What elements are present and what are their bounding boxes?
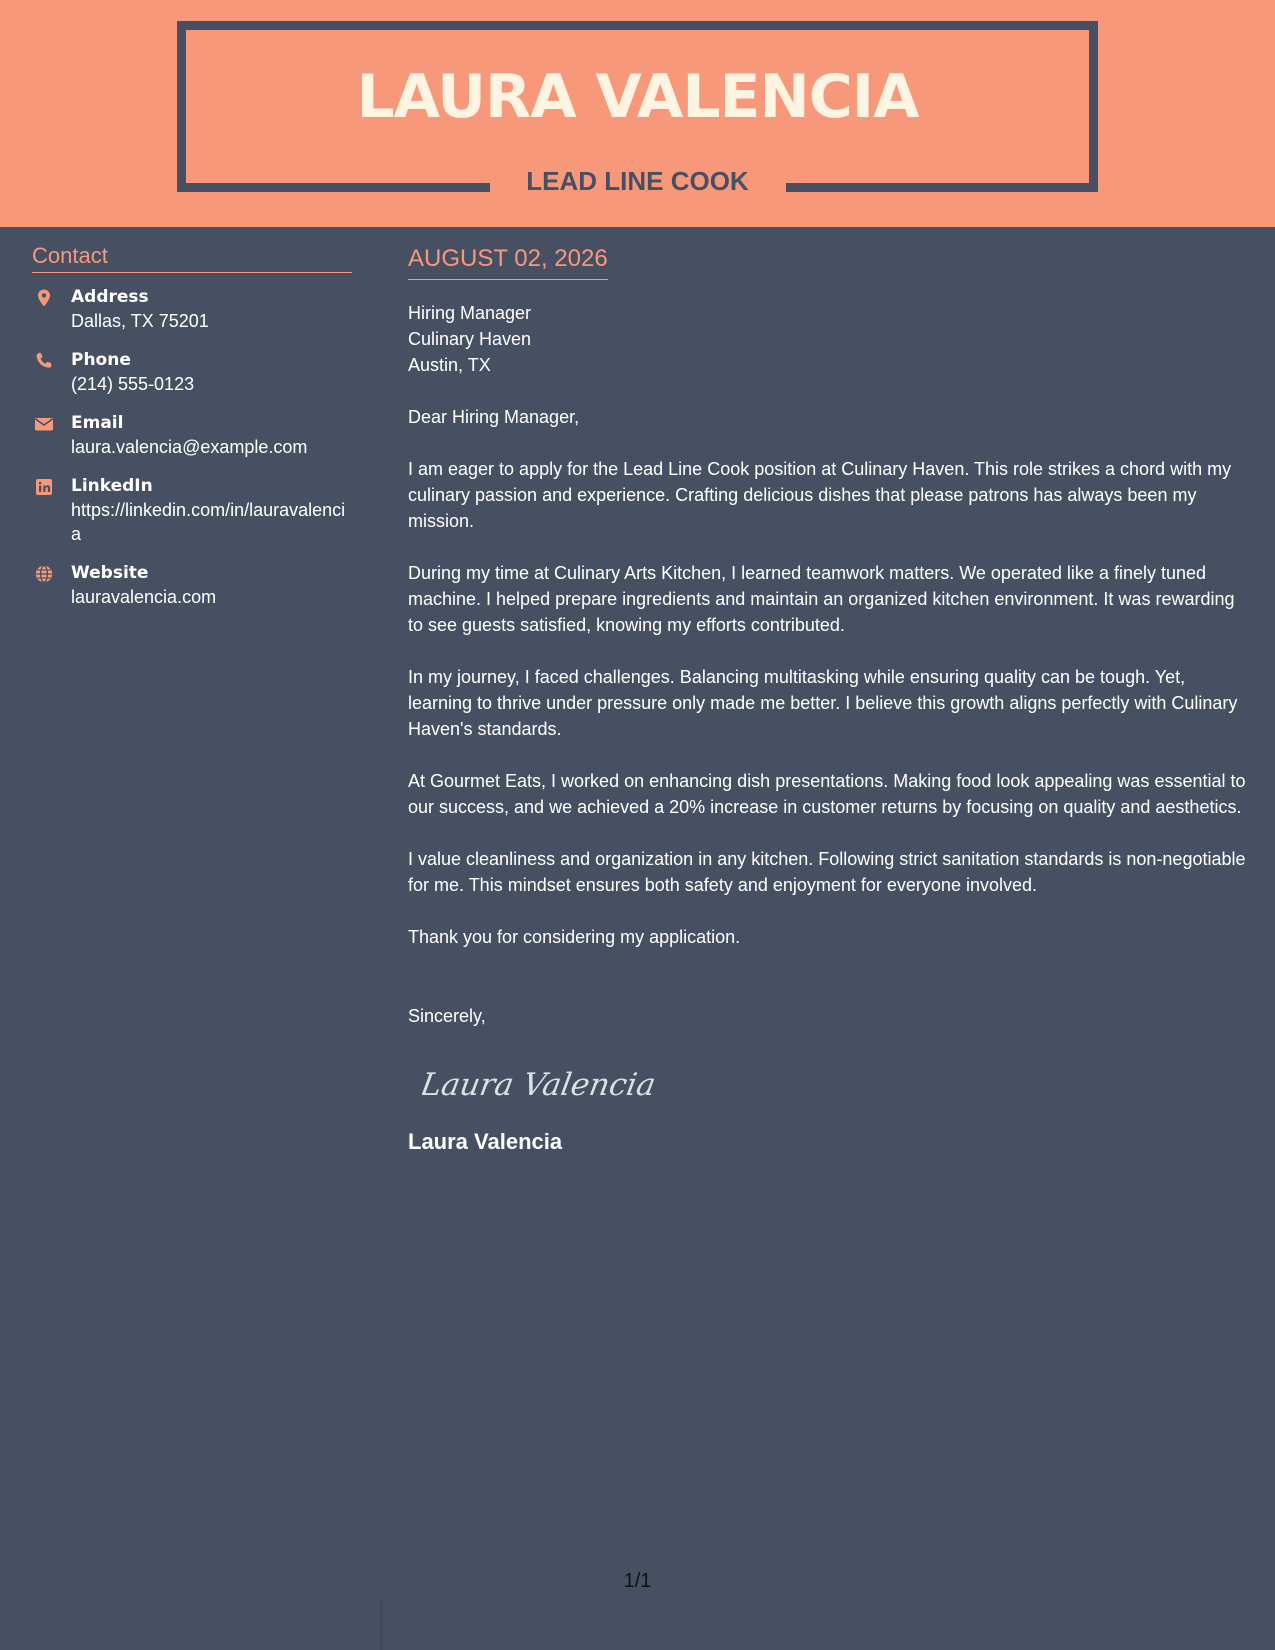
contact-item-email — [32, 412, 352, 459]
contact-label: Address — [71, 287, 149, 307]
letter-paragraph: At Gourmet Eats, I worked on enhancing dish presentations. Making food look appealing was essential to our success, and we achieved a 20% increase in customer returns by focusing on quality and aesthetics. — [408, 771, 1246, 817]
envelope-icon — [34, 414, 54, 434]
header-banner — [0, 0, 1275, 227]
letter-body — [408, 245, 1248, 1155]
salutation: Dear Hiring Manager, — [408, 407, 580, 427]
phone-icon — [34, 351, 54, 371]
handwritten-signature — [408, 1057, 1248, 1107]
phone-value: (214) 555-0123 — [71, 374, 195, 394]
contact-item-phone — [32, 349, 352, 396]
applicant-name: LAURA VALENCIA — [356, 62, 919, 132]
letter-paragraph: Thank you for considering my application. — [408, 927, 741, 947]
address-value: Dallas, TX 75201 — [71, 311, 209, 331]
contact-label: LinkedIn — [71, 476, 153, 496]
contact-label: Website — [71, 563, 149, 583]
letter-paragraph: During my time at Culinary Arts Kitchen, I learned teamwork matters. We operated like a finely tuned machine. I helped prepare ingredients and maintain an organized kitchen environment. It was rewarding to see guests satisfied, knowing my efforts contributed. — [408, 563, 1235, 635]
svg-text:Laura Valencia: Laura Valencia — [422, 1067, 659, 1103]
letter-date: AUGUST 02, 2026 — [408, 245, 608, 280]
globe-icon — [34, 564, 54, 584]
linkedin-icon — [34, 477, 54, 497]
email-value[interactable]: laura.valencia@example.com — [71, 437, 308, 457]
contact-label: Phone — [71, 350, 131, 370]
footer-divider — [381, 1600, 382, 1650]
contact-item-website — [32, 562, 352, 609]
recipient-title: Hiring Manager — [408, 303, 532, 323]
contact-sidebar — [32, 243, 352, 625]
contact-item-address — [32, 286, 352, 333]
contact-list — [32, 286, 352, 609]
contact-heading: Contact — [32, 243, 352, 273]
signer-name: Laura Valencia — [408, 1129, 563, 1154]
closing: Sincerely, — [408, 1006, 486, 1026]
linkedin-value[interactable]: https://linkedin.com/in/lauravalencia — [71, 500, 346, 544]
recipient-company: Culinary Haven — [408, 329, 532, 349]
letter-paragraph: I am eager to apply for the Lead Line Cook position at Culinary Haven. This role strikes a chord with my culinary passion and experience. Crafting delicious dishes that please patrons has always been my mission. — [408, 459, 1232, 531]
contact-label: Email — [71, 413, 124, 433]
signature-image — [422, 1057, 662, 1107]
website-value[interactable]: lauravalencia.com — [71, 587, 217, 607]
recipient-location: Austin, TX — [408, 355, 491, 375]
job-title: LEAD LINE COOK — [526, 166, 749, 196]
letter-paragraph: I value cleanliness and organization in any kitchen. Following strict sanitation standards is non-negotiable for me. This mindset ensures both safety and enjoyment for everyone involved. — [408, 849, 1246, 895]
letter-paragraph: In my journey, I faced challenges. Balancing multitasking while ensuring quality can be tough. Yet, learning to thrive under pressure only made me better. I believe this growth aligns perfectly with Culinary Haven's standards. — [408, 667, 1238, 739]
recipient-block — [408, 300, 1248, 378]
page-number: 1/1 — [623, 1570, 652, 1592]
contact-item-linkedin — [32, 475, 352, 546]
map-pin-icon — [34, 288, 54, 308]
